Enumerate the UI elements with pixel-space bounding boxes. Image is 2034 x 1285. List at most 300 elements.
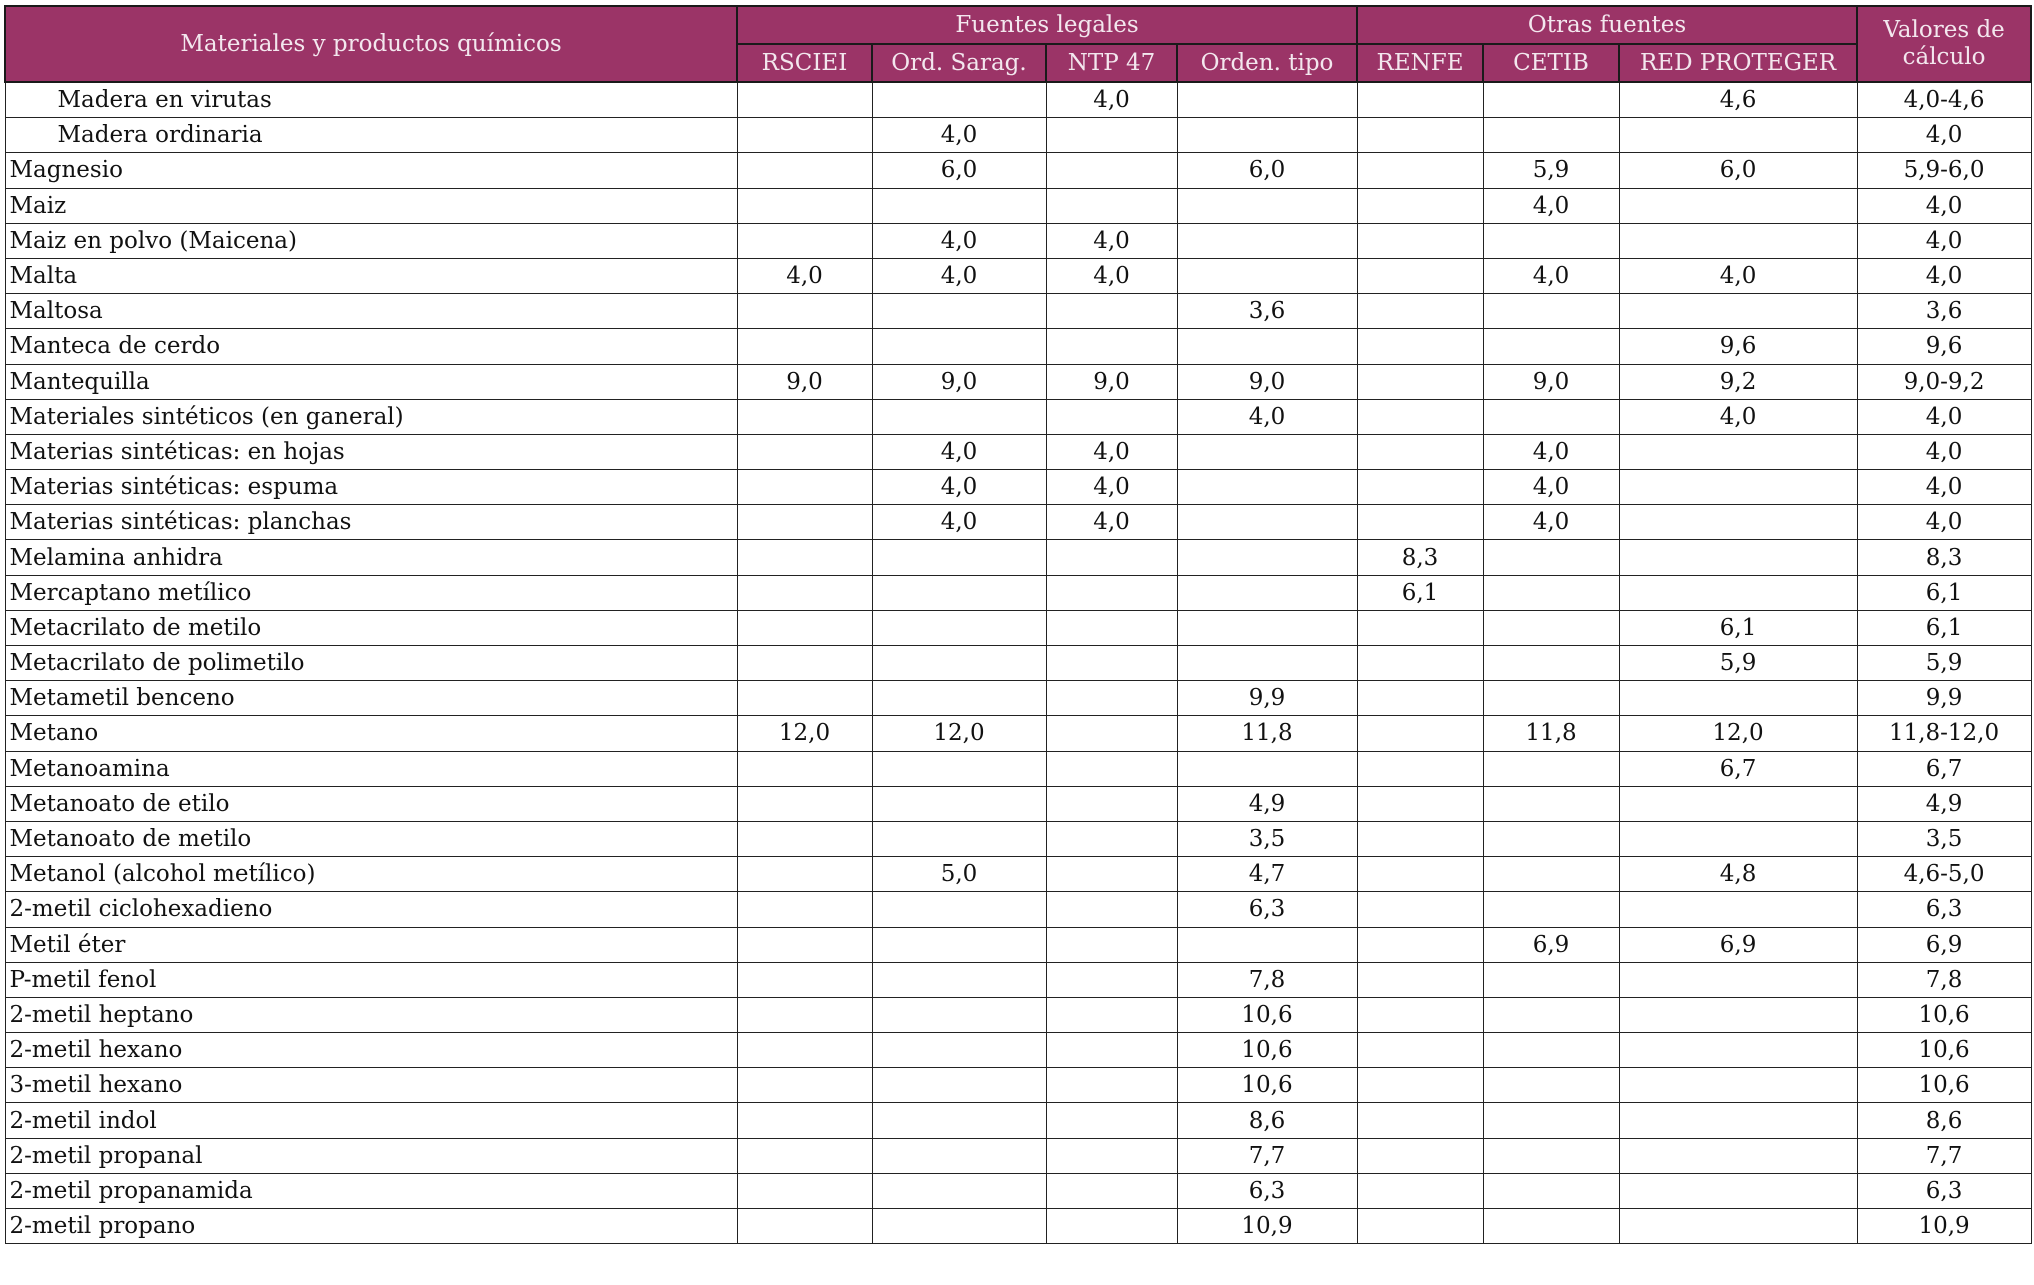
table-row	[5, 821, 2031, 856]
material-name: Metacrilato de polimetilo	[5, 646, 737, 681]
value-cell	[737, 1068, 872, 1103]
value-cell	[1483, 1209, 1619, 1244]
table-row	[5, 364, 2031, 399]
value-cell	[1483, 575, 1619, 610]
value-cell: 4,0	[1046, 82, 1177, 118]
value-cell	[1177, 751, 1357, 786]
table-body	[5, 82, 2031, 1244]
value-cell	[1046, 1068, 1177, 1103]
table-row	[5, 1209, 2031, 1244]
material-name: Metil éter	[5, 927, 737, 962]
table-row	[5, 716, 2031, 751]
value-cell	[1177, 258, 1357, 293]
value-cell	[1483, 399, 1619, 434]
value-cell	[1046, 681, 1177, 716]
value-cell: 12,0	[1619, 716, 1857, 751]
table-row	[5, 751, 2031, 786]
header-col-rsciei: RSCIEI	[737, 44, 872, 82]
value-cell	[737, 575, 872, 610]
table-row	[5, 399, 2031, 434]
value-cell	[872, 751, 1046, 786]
value-cell	[1483, 962, 1619, 997]
value-cell: 9,0	[872, 364, 1046, 399]
value-cell	[1357, 997, 1483, 1032]
material-name: Metano	[5, 716, 737, 751]
value-cell	[737, 153, 872, 188]
value-cell	[1357, 188, 1483, 223]
value-cell	[1483, 821, 1619, 856]
value-cell	[1357, 1103, 1483, 1138]
value-cell	[1046, 857, 1177, 892]
calc-value-cell: 7,7	[1857, 1138, 2031, 1173]
table-row	[5, 927, 2031, 962]
value-cell: 8,3	[1357, 540, 1483, 575]
value-cell	[1357, 681, 1483, 716]
value-cell	[872, 540, 1046, 575]
value-cell	[1046, 786, 1177, 821]
value-cell: 5,9	[1483, 153, 1619, 188]
calc-value-cell: 8,3	[1857, 540, 2031, 575]
value-cell: 4,0	[1046, 258, 1177, 293]
material-name: 2-metil propano	[5, 1209, 737, 1244]
value-cell	[1357, 118, 1483, 153]
value-cell	[1483, 118, 1619, 153]
table-row	[5, 329, 2031, 364]
value-cell: 4,0	[1177, 399, 1357, 434]
value-cell	[872, 681, 1046, 716]
material-name: Mercaptano metílico	[5, 575, 737, 610]
value-cell: 5,0	[872, 857, 1046, 892]
value-cell: 9,2	[1619, 364, 1857, 399]
value-cell: 12,0	[872, 716, 1046, 751]
table-row	[5, 575, 2031, 610]
header-calc-values: Valores de cálculo	[1857, 6, 2031, 82]
value-cell	[737, 223, 872, 258]
calc-value-cell: 4,0	[1857, 118, 2031, 153]
value-cell	[1619, 1033, 1857, 1068]
value-cell	[1357, 786, 1483, 821]
calc-value-cell: 4,0	[1857, 188, 2031, 223]
value-cell	[737, 1209, 872, 1244]
value-cell	[1619, 1209, 1857, 1244]
value-cell	[872, 399, 1046, 434]
value-cell: 6,0	[872, 153, 1046, 188]
value-cell: 4,0	[1483, 470, 1619, 505]
value-cell: 10,6	[1177, 997, 1357, 1032]
calc-value-cell: 4,0	[1857, 258, 2031, 293]
value-cell: 6,7	[1619, 751, 1857, 786]
value-cell	[1619, 470, 1857, 505]
calc-value-cell: 6,7	[1857, 751, 2031, 786]
value-cell	[1177, 505, 1357, 540]
value-cell	[1046, 892, 1177, 927]
material-name: P-metil fenol	[5, 962, 737, 997]
value-cell	[1177, 223, 1357, 258]
value-cell: 4,0	[1046, 505, 1177, 540]
value-cell: 11,8	[1177, 716, 1357, 751]
table-row	[5, 857, 2031, 892]
value-cell: 4,0	[1483, 188, 1619, 223]
value-cell	[1177, 646, 1357, 681]
calc-value-cell: 9,9	[1857, 681, 2031, 716]
value-cell	[737, 681, 872, 716]
calc-value-cell: 10,6	[1857, 997, 2031, 1032]
material-name: 2-metil ciclohexadieno	[5, 892, 737, 927]
header-legal-sources: Fuentes legales	[737, 6, 1357, 44]
value-cell	[872, 1173, 1046, 1208]
value-cell	[737, 610, 872, 645]
value-cell	[1357, 82, 1483, 118]
value-cell: 4,0	[737, 258, 872, 293]
value-cell	[872, 575, 1046, 610]
value-cell	[1357, 1033, 1483, 1068]
value-cell	[872, 892, 1046, 927]
value-cell	[1483, 294, 1619, 329]
value-cell: 4,0	[1619, 399, 1857, 434]
value-cell	[737, 927, 872, 962]
value-cell	[1357, 962, 1483, 997]
value-cell	[1177, 470, 1357, 505]
value-cell	[872, 294, 1046, 329]
value-cell: 4,0	[872, 434, 1046, 469]
value-cell: 4,0	[1483, 434, 1619, 469]
calc-value-cell: 3,6	[1857, 294, 2031, 329]
value-cell	[1357, 1138, 1483, 1173]
value-cell: 9,9	[1177, 681, 1357, 716]
value-cell	[1619, 434, 1857, 469]
calorific-values-table	[4, 5, 2032, 1244]
value-cell: 4,0	[872, 505, 1046, 540]
value-cell: 7,7	[1177, 1138, 1357, 1173]
value-cell	[1619, 294, 1857, 329]
value-cell: 6,9	[1483, 927, 1619, 962]
value-cell	[737, 1033, 872, 1068]
table-row	[5, 1033, 2031, 1068]
value-cell: 4,0	[872, 258, 1046, 293]
value-cell	[1177, 610, 1357, 645]
material-name: Metacrilato de metilo	[5, 610, 737, 645]
value-cell: 4,0	[1046, 470, 1177, 505]
material-name: Materias sintéticas: en hojas	[5, 434, 737, 469]
value-cell	[1483, 1173, 1619, 1208]
value-cell	[737, 857, 872, 892]
value-cell	[1046, 1173, 1177, 1208]
calc-value-cell: 4,0	[1857, 399, 2031, 434]
calc-value-cell: 9,6	[1857, 329, 2031, 364]
value-cell	[1046, 610, 1177, 645]
value-cell	[737, 294, 872, 329]
value-cell: 4,0	[872, 470, 1046, 505]
value-cell	[1046, 997, 1177, 1032]
calc-value-cell: 10,6	[1857, 1033, 2031, 1068]
value-cell: 9,0	[737, 364, 872, 399]
value-cell	[1046, 118, 1177, 153]
calc-value-cell: 10,6	[1857, 1068, 2031, 1103]
value-cell	[872, 1138, 1046, 1173]
value-cell	[1046, 188, 1177, 223]
table-row	[5, 470, 2031, 505]
value-cell: 10,6	[1177, 1068, 1357, 1103]
value-cell	[1357, 434, 1483, 469]
value-cell	[1483, 1138, 1619, 1173]
value-cell: 9,6	[1619, 329, 1857, 364]
value-cell	[872, 997, 1046, 1032]
value-cell	[1619, 575, 1857, 610]
material-name: Maiz	[5, 188, 737, 223]
value-cell: 11,8	[1483, 716, 1619, 751]
value-cell	[1619, 821, 1857, 856]
value-cell	[1357, 505, 1483, 540]
value-cell	[1046, 821, 1177, 856]
value-cell: 4,0	[1046, 434, 1177, 469]
value-cell	[872, 646, 1046, 681]
material-name: Maiz en polvo (Maicena)	[5, 223, 737, 258]
value-cell	[1046, 962, 1177, 997]
header-col-orden-tipo: Orden. tipo	[1177, 44, 1357, 82]
calc-value-cell: 7,8	[1857, 962, 2031, 997]
value-cell: 9,0	[1046, 364, 1177, 399]
value-cell: 4,0	[1046, 223, 1177, 258]
table-row	[5, 505, 2031, 540]
material-name: 2-metil hexano	[5, 1033, 737, 1068]
value-cell	[1357, 1209, 1483, 1244]
value-cell	[1177, 188, 1357, 223]
value-cell	[1357, 399, 1483, 434]
value-cell	[1619, 1173, 1857, 1208]
material-name: Madera ordinaria	[5, 118, 737, 153]
value-cell	[737, 540, 872, 575]
value-cell	[737, 646, 872, 681]
value-cell	[1619, 1138, 1857, 1173]
table-row	[5, 610, 2031, 645]
value-cell	[737, 962, 872, 997]
value-cell: 12,0	[737, 716, 872, 751]
calc-value-cell: 4,0	[1857, 470, 2031, 505]
calc-value-cell: 6,1	[1857, 610, 2031, 645]
value-cell	[737, 434, 872, 469]
header-materials: Materiales y productos químicos	[5, 6, 737, 82]
value-cell	[737, 188, 872, 223]
value-cell	[1619, 997, 1857, 1032]
table-row	[5, 1138, 2031, 1173]
value-cell	[1357, 1173, 1483, 1208]
value-cell	[1046, 153, 1177, 188]
material-name: 3-metil hexano	[5, 1068, 737, 1103]
material-name: Magnesio	[5, 153, 737, 188]
header-other-sources: Otras fuentes	[1357, 6, 1857, 44]
value-cell	[1619, 188, 1857, 223]
value-cell	[872, 188, 1046, 223]
header-col-red-proteger: RED PROTEGER	[1619, 44, 1857, 82]
table-row	[5, 434, 2031, 469]
table-header	[5, 6, 2031, 82]
calc-value-cell: 4,0	[1857, 434, 2031, 469]
material-name: Metanol (alcohol metílico)	[5, 857, 737, 892]
value-cell	[1483, 857, 1619, 892]
material-name: Metanoato de etilo	[5, 786, 737, 821]
value-cell	[737, 997, 872, 1032]
value-cell: 10,6	[1177, 1033, 1357, 1068]
value-cell	[1046, 716, 1177, 751]
value-cell	[1357, 716, 1483, 751]
value-cell	[1483, 892, 1619, 927]
calc-value-cell: 4,9	[1857, 786, 2031, 821]
value-cell: 6,3	[1177, 1173, 1357, 1208]
value-cell	[1046, 294, 1177, 329]
value-cell: 9,0	[1483, 364, 1619, 399]
calc-value-cell: 4,0	[1857, 505, 2031, 540]
material-name: Materiales sintéticos (en ganeral)	[5, 399, 737, 434]
value-cell	[1483, 646, 1619, 681]
value-cell	[1357, 153, 1483, 188]
table-row	[5, 188, 2031, 223]
table-row	[5, 997, 2031, 1032]
value-cell	[872, 962, 1046, 997]
value-cell: 4,7	[1177, 857, 1357, 892]
value-cell	[737, 786, 872, 821]
value-cell	[1619, 223, 1857, 258]
value-cell: 4,0	[1483, 258, 1619, 293]
value-cell: 4,0	[872, 118, 1046, 153]
value-cell: 7,8	[1177, 962, 1357, 997]
value-cell	[872, 1033, 1046, 1068]
calc-value-cell: 4,6-5,0	[1857, 857, 2031, 892]
calc-value-cell: 6,9	[1857, 927, 2031, 962]
value-cell	[1483, 540, 1619, 575]
header-col-cetib: CETIB	[1483, 44, 1619, 82]
calc-value-cell: 10,9	[1857, 1209, 2031, 1244]
calc-value-cell: 4,0-4,6	[1857, 82, 2031, 118]
material-name: 2-metil heptano	[5, 997, 737, 1032]
value-cell	[1483, 1033, 1619, 1068]
value-cell: 8,6	[1177, 1103, 1357, 1138]
value-cell	[1357, 470, 1483, 505]
material-name: Mantequilla	[5, 364, 737, 399]
value-cell	[1483, 1068, 1619, 1103]
table-row	[5, 118, 2031, 153]
value-cell	[737, 82, 872, 118]
value-cell	[872, 329, 1046, 364]
value-cell: 6,0	[1177, 153, 1357, 188]
table-row	[5, 82, 2031, 118]
value-cell	[872, 927, 1046, 962]
table-row	[5, 294, 2031, 329]
value-cell	[1046, 399, 1177, 434]
calc-value-cell: 11,8-12,0	[1857, 716, 2031, 751]
value-cell: 6,0	[1619, 153, 1857, 188]
material-name: 2-metil propanal	[5, 1138, 737, 1173]
calc-value-cell: 6,3	[1857, 1173, 2031, 1208]
calc-value-cell: 4,0	[1857, 223, 2031, 258]
value-cell	[1619, 962, 1857, 997]
value-cell: 9,0	[1177, 364, 1357, 399]
table-row	[5, 646, 2031, 681]
calc-value-cell: 3,5	[1857, 821, 2031, 856]
value-cell	[737, 505, 872, 540]
value-cell	[737, 751, 872, 786]
value-cell: 4,0	[1483, 505, 1619, 540]
value-cell	[1619, 1068, 1857, 1103]
value-cell	[1357, 258, 1483, 293]
value-cell	[737, 329, 872, 364]
table-row	[5, 681, 2031, 716]
value-cell	[1619, 118, 1857, 153]
value-cell	[1177, 434, 1357, 469]
value-cell	[1357, 1068, 1483, 1103]
value-cell	[1046, 329, 1177, 364]
value-cell	[1619, 786, 1857, 821]
value-cell	[737, 399, 872, 434]
value-cell	[872, 1103, 1046, 1138]
value-cell	[737, 821, 872, 856]
value-cell	[1357, 223, 1483, 258]
value-cell	[1357, 927, 1483, 962]
material-name: Malta	[5, 258, 737, 293]
value-cell	[1177, 927, 1357, 962]
material-name: Melamina anhidra	[5, 540, 737, 575]
value-cell	[737, 1103, 872, 1138]
table-row	[5, 1068, 2031, 1103]
material-name: Maltosa	[5, 294, 737, 329]
material-name: Metanoamina	[5, 751, 737, 786]
table-row	[5, 892, 2031, 927]
value-cell	[1177, 118, 1357, 153]
value-cell	[1357, 364, 1483, 399]
value-cell	[1357, 329, 1483, 364]
value-cell: 4,6	[1619, 82, 1857, 118]
value-cell	[737, 892, 872, 927]
calc-value-cell: 5,9	[1857, 646, 2031, 681]
table-row	[5, 258, 2031, 293]
value-cell	[1483, 82, 1619, 118]
calc-value-cell: 9,0-9,2	[1857, 364, 2031, 399]
table-row	[5, 962, 2031, 997]
value-cell	[1357, 294, 1483, 329]
material-name: 2-metil indol	[5, 1103, 737, 1138]
value-cell	[1177, 540, 1357, 575]
value-cell	[872, 821, 1046, 856]
value-cell	[1177, 82, 1357, 118]
value-cell	[737, 1173, 872, 1208]
value-cell	[1046, 927, 1177, 962]
table-row	[5, 786, 2031, 821]
value-cell	[1483, 223, 1619, 258]
value-cell	[1619, 681, 1857, 716]
value-cell: 4,0	[872, 223, 1046, 258]
value-cell	[1046, 575, 1177, 610]
value-cell	[1483, 1103, 1619, 1138]
value-cell: 3,6	[1177, 294, 1357, 329]
value-cell	[872, 786, 1046, 821]
value-cell	[737, 118, 872, 153]
material-name: Materias sintéticas: planchas	[5, 505, 737, 540]
value-cell	[1046, 1103, 1177, 1138]
value-cell: 5,9	[1619, 646, 1857, 681]
calc-value-cell: 6,1	[1857, 575, 2031, 610]
material-name: Materias sintéticas: espuma	[5, 470, 737, 505]
value-cell: 6,1	[1357, 575, 1483, 610]
calc-value-cell: 6,3	[1857, 892, 2031, 927]
value-cell: 6,9	[1619, 927, 1857, 962]
value-cell	[1619, 540, 1857, 575]
table-row	[5, 540, 2031, 575]
value-cell: 10,9	[1177, 1209, 1357, 1244]
value-cell: 4,8	[1619, 857, 1857, 892]
value-cell	[1619, 1103, 1857, 1138]
value-cell	[872, 82, 1046, 118]
value-cell: 6,3	[1177, 892, 1357, 927]
value-cell	[1046, 1209, 1177, 1244]
